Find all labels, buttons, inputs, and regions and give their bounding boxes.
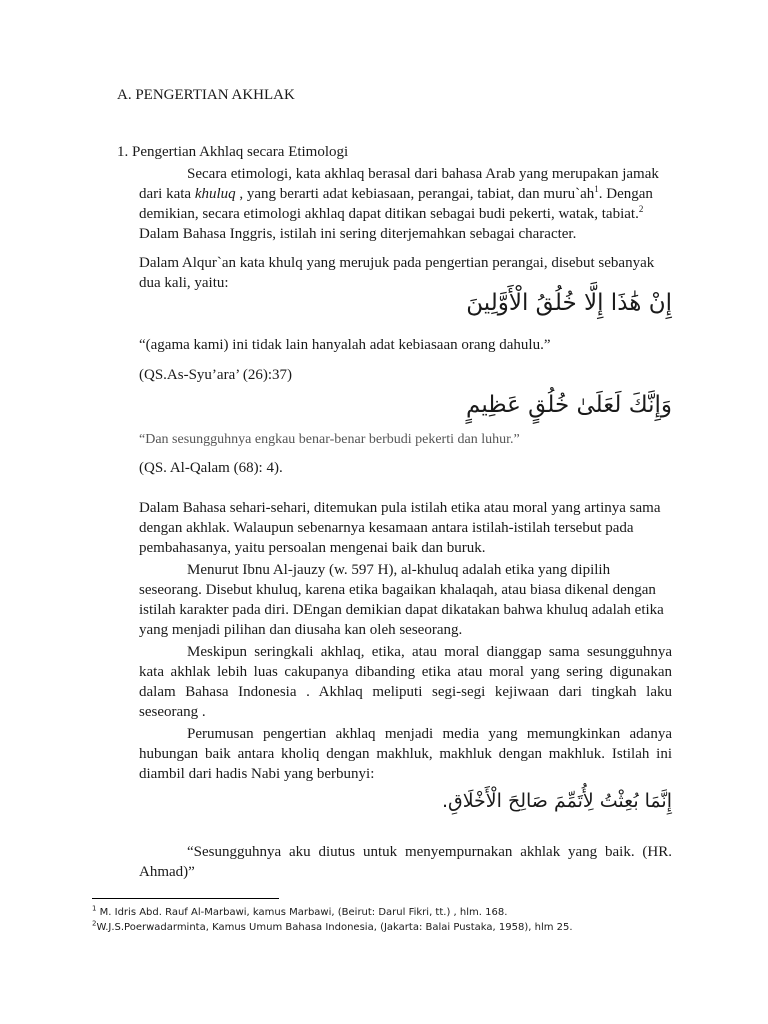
verse-source-2: (QS. Al-Qalam (68): 4). — [139, 460, 283, 476]
footnote-2 — [92, 921, 573, 935]
etimologi-paragraph: Secara etimologi, kata akhlaq berasal dari bahasa Arab yang merupakan jamak dari kata khuluq , yang berarti adat kebiasaan, perangai, tabiat, dan $muru`ah^1$. Dengan demikian, secara etimologi akhlaq dapat ditikan sebagai budi pekerti, watak, tabiat.$^2$ Dalam Bahasa Inggris, istilah ini sering diterjemahkan sebagai character. — [139, 166, 659, 242]
verse-arabic-1: إِنْ هَٰذَا إِلَّا خُلُقُ الْأَوَّلِينَ — [466, 290, 672, 316]
footnote-separator — [92, 898, 279, 899]
etika-paragraph: Dalam Bahasa sehari-sehari, ditemukan pula istilah etika atau moral yang artinya sama dengan akhlak. Walaupun sebenarnya kesamaan antara istilah-istilah tersebut pada pembahasanya, yaitu persoalan mengenai baik dan buruk. — [139, 500, 661, 556]
hadith-translation: “Sesungguhnya aku diutus untuk menyempurnakan akhlak yang baik. (HR. Ahmad)” — [139, 844, 672, 880]
footnote-1 — [92, 906, 507, 920]
hadith-arabic: إِنَّمَا بُعِثْتُ لِأُتَمِّمَ صَالِحَ الْأَخْلَاقِ. — [441, 790, 672, 812]
alquran-intro-paragraph: Dalam Alqur`an kata khulq yang merujuk pada pengertian perangai, disebut sebanyak dua kali, yaitu: — [139, 255, 655, 291]
section-heading: A. PENGERTIAN AKHLAK — [117, 87, 295, 103]
footnote-ref-1[interactable]: 1 — [594, 184, 599, 194]
verse-arabic-2: وَإِنَّكَ لَعَلَىٰ خُلُقٍ عَظِيمٍ — [466, 392, 672, 418]
footnote-ref-2[interactable]: 2 — [638, 204, 644, 214]
ibnu-jauzy-paragraph: Menurut Ibnu Al-jauzy (w. 597 H), al-khuluq adalah etika yang dipilih seseorang. Disebut khuluq, karena etika bagaikan khalaqah, atau biasa dikenal dengan istilah karakter pada diri. DEngan demikian dapat dikatakan bahwa khuluq adalah etika yang menjadi pilihan dan diusaha kan oleh seseorang. — [139, 562, 664, 638]
verse-translation-2: “Dan sesungguhnya engkau benar-benar berbudi pekerti dan luhur.” — [139, 432, 520, 447]
footnote-text-2: W.J.S.Poerwadarminta, Kamus Umum Bahasa Indonesia, (Jakarta: Balai Pustaka, 1958), hlm 25. — [96, 922, 573, 933]
footnote-number-1: 1 — [92, 904, 97, 913]
perumusan-paragraph: Perumusan pengertian akhlaq menjadi media yang memungkinkan adanya hubungan baik antara kholiq dengan makhluk, makhluk dengan makhluk. Istilah ini diambil dari hadis Nabi yang berbunyi: — [139, 726, 672, 782]
meskipun-paragraph: Meskipun seringkali akhlaq, etika, atau moral dianggap sama sesungguhnya kata akhlak lebih luas cakupanya dibanding etika atau moral yang sering digunakan dalam Bahasa Indonesia . Akhlaq meliputi segi-segi kejiwaan dari tingkah laku seseorang . — [139, 644, 672, 720]
verse-source-1: (QS.As-Syu’ara’ (26):37) — [139, 367, 293, 383]
footnote-text-1: M. Idris Abd. Rauf Al-Marbawi, kamus Marbawi, (Beirut: Darul Fikri, tt.) , hlm. 168. — [96, 907, 508, 918]
subsection-heading: 1. Pengertian Akhlaq secara Etimologi — [117, 144, 349, 160]
verse-translation-1: “(agama kami) ini tidak lain hanyalah adat kebiasaan orang dahulu.” — [139, 337, 551, 353]
khuluq-term: khuluq — [194, 186, 236, 202]
footnote-number-2: 2 — [92, 919, 97, 928]
